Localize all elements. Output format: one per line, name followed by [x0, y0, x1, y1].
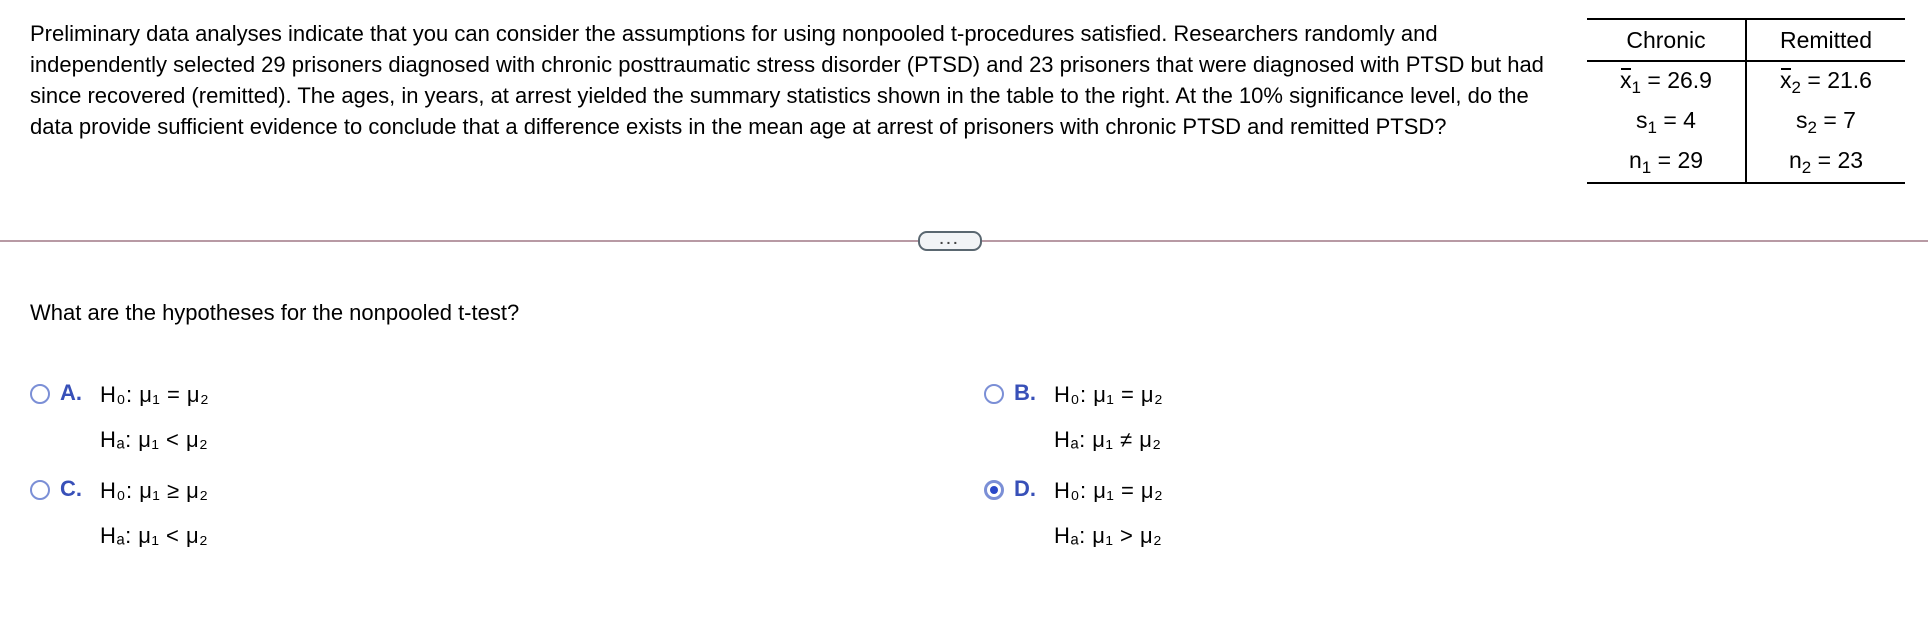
symbol: s — [1796, 106, 1808, 133]
option-letter: A. — [60, 380, 82, 405]
xbar-symbol: x — [1780, 66, 1792, 93]
null-hypothesis: H₀: μ₁ = μ₂ — [1054, 478, 1164, 503]
option-letter: C. — [60, 476, 82, 501]
symbol: s — [1636, 106, 1648, 133]
value: = 23 — [1817, 146, 1864, 173]
summary-statistics-table — [1587, 18, 1905, 184]
header-remitted: Remitted — [1746, 19, 1905, 61]
subscript: 1 — [1641, 157, 1652, 177]
mean-chronic — [1587, 61, 1746, 102]
value: = 26.9 — [1647, 66, 1712, 93]
header-chronic: Chronic — [1587, 19, 1746, 61]
null-hypothesis: H₀: μ₁ = μ₂ — [1054, 382, 1164, 407]
alternative-hypothesis: Hₐ: μ₁ > μ₂ — [1054, 523, 1163, 548]
sd-remitted — [1746, 102, 1905, 142]
n-chronic — [1587, 142, 1746, 183]
value: = 7 — [1823, 106, 1856, 133]
subscript: 1 — [1631, 77, 1641, 97]
null-hypothesis: H₀: μ₁ ≥ μ₂ — [100, 478, 209, 503]
radio-button[interactable] — [30, 480, 50, 500]
option-letter: B. — [1014, 380, 1036, 405]
n-remitted — [1746, 142, 1905, 183]
option-d[interactable] — [984, 476, 1163, 566]
radio-button[interactable] — [984, 384, 1004, 404]
radio-button[interactable] — [30, 384, 50, 404]
alternative-hypothesis: Hₐ: μ₁ ≠ μ₂ — [1054, 427, 1162, 452]
subscript: 2 — [1801, 157, 1812, 177]
subscript: 2 — [1807, 117, 1817, 137]
symbol: n — [1788, 146, 1802, 173]
value: = 29 — [1657, 146, 1704, 173]
null-hypothesis: H₀: μ₁ = μ₂ — [100, 382, 210, 407]
expand-more-button[interactable]: ... — [918, 231, 982, 251]
xbar-symbol: x — [1620, 66, 1632, 93]
subscript: 1 — [1647, 117, 1657, 137]
radio-button-selected[interactable] — [984, 480, 1004, 500]
value: = 4 — [1663, 106, 1696, 133]
symbol: n — [1628, 146, 1642, 173]
problem-statement: Preliminary data analyses indicate that you can consider the assumptions for using nonpooled t-procedures satisfied. Researchers randomly and independently selected 29 prisoners diagnosed with chronic posttraumatic stress disorder (PTSD) and 23 prisoners that were diagnosed with PTSD but had since recovered (remitted). The ages, in years, at arrest yielded the summary statistics shown in the table to the right. At the 10% significance level, do the data provide sufficient evidence to conclude that a difference exists in the mean age at arrest of prisoners with chronic PTSD and remitted PTSD? — [30, 21, 1544, 139]
alternative-hypothesis: Hₐ: μ₁ < μ₂ — [100, 427, 209, 452]
subscript: 2 — [1791, 77, 1801, 97]
option-c[interactable] — [30, 476, 208, 566]
alternative-hypothesis: Hₐ: μ₁ < μ₂ — [100, 523, 209, 548]
value: = 21.6 — [1807, 66, 1872, 93]
option-b[interactable] — [984, 380, 1163, 470]
option-letter: D. — [1014, 476, 1036, 501]
option-a[interactable] — [30, 380, 209, 470]
question-text: What are the hypotheses for the nonpooled t-test? — [30, 300, 520, 325]
sd-chronic — [1587, 102, 1746, 142]
mean-remitted — [1746, 61, 1905, 102]
